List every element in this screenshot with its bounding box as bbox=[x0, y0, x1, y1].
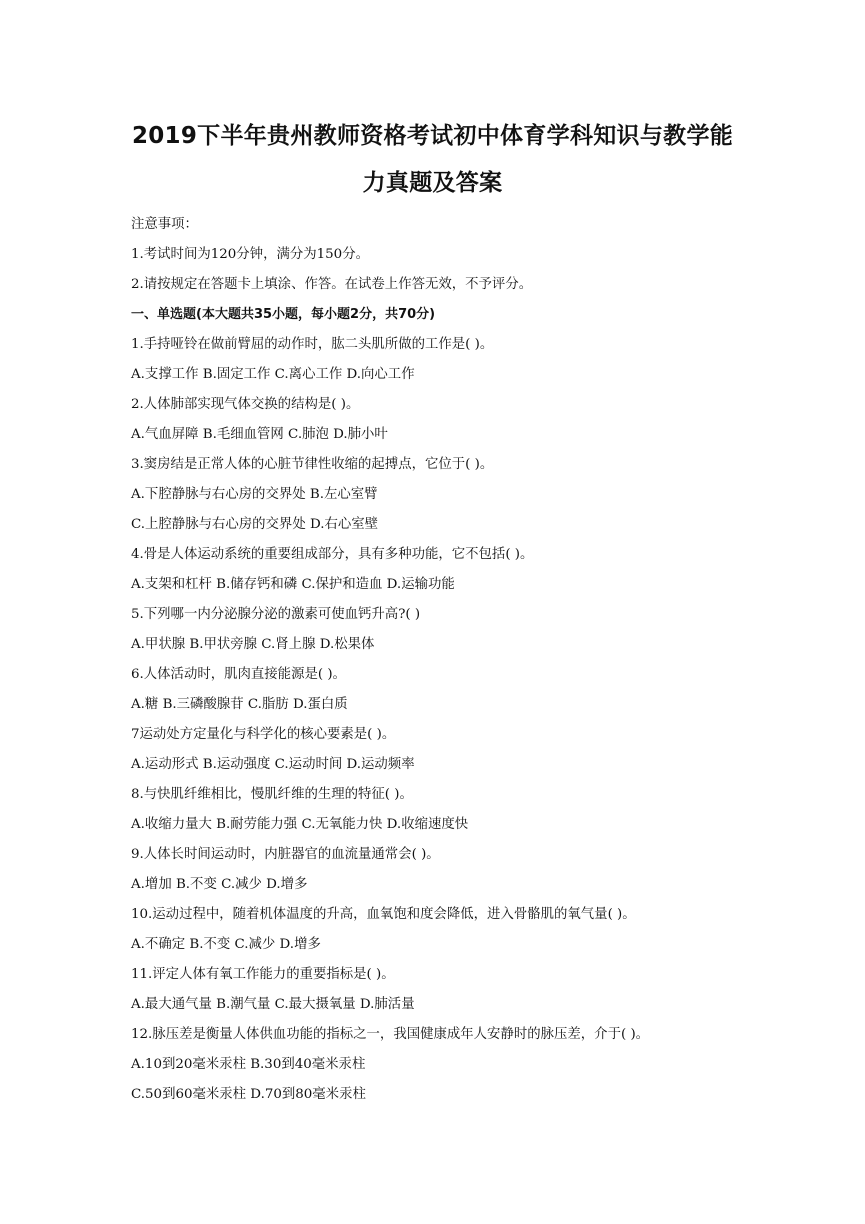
page-title-line-2: 力真题及答案 bbox=[362, 170, 503, 196]
question-options: C.上腔静脉与右心房的交界处 D.右心室壁 bbox=[131, 517, 379, 532]
note-item: 2.请按规定在答题卡上填涂、作答。在试卷上作答无效，不予评分。 bbox=[131, 277, 533, 292]
question-text: 11.评定人体有氧工作能力的重要指标是( )。 bbox=[131, 967, 395, 982]
question-text: 4.骨是人体运动系统的重要组成部分，具有多种功能，它不包括( )。 bbox=[131, 547, 534, 562]
question-options: A.甲状腺 B.甲状旁腺 C.肾上腺 D.松果体 bbox=[131, 637, 375, 652]
question-options: A.增加 B.不变 C.减少 D.增多 bbox=[131, 877, 308, 892]
question-options: A.气血屏障 B.毛细血管网 C.肺泡 D.肺小叶 bbox=[131, 427, 388, 442]
question-text: 9.人体长时间运动时，内脏器官的血流量通常会( )。 bbox=[131, 847, 440, 862]
question-options: A.支撑工作 B.固定工作 C.离心工作 D.向心工作 bbox=[131, 367, 415, 382]
question-options: A.10到20毫米汞柱 B.30到40毫米汞柱 bbox=[131, 1057, 366, 1072]
section-heading: 一、单选题(本大题共35小题，每小题2分，共70分) bbox=[131, 307, 436, 322]
question-options: A.支架和杠杆 B.储存钙和磷 C.保护和造血 D.运输功能 bbox=[131, 577, 455, 592]
question-text: 10.运动过程中，随着机体温度的升高，血氧饱和度会降低，进入骨骼肌的氧气量( )。 bbox=[131, 907, 636, 922]
question-options: A.运动形式 B.运动强度 C.运动时间 D.运动频率 bbox=[131, 757, 415, 772]
question-options: A.糖 B.三磷酸腺苷 C.脂肪 D.蛋白质 bbox=[131, 697, 348, 712]
question-options: C.50到60毫米汞柱 D.70到80毫米汞柱 bbox=[131, 1087, 366, 1102]
exam-content bbox=[131, 210, 751, 1110]
question-options: A.收缩力量大 B.耐劳能力强 C.无氧能力快 D.收缩速度快 bbox=[131, 817, 469, 832]
question-options: A.不确定 B.不变 C.减少 D.增多 bbox=[131, 937, 321, 952]
question-text: 5.下列哪一内分泌腺分泌的激素可使血钙升高?( ) bbox=[131, 607, 421, 622]
question-options: A.最大通气量 B.潮气量 C.最大摄氧量 D.肺活量 bbox=[131, 997, 415, 1012]
question-text: 3.窦房结是正常人体的心脏节律性收缩的起搏点，它位于( )。 bbox=[131, 457, 494, 472]
question-text: 1.手持哑铃在做前臂屈的动作时，肱二头肌所做的工作是( )。 bbox=[131, 337, 494, 352]
page-title-line-1: 2019下半年贵州教师资格考试初中体育学科知识与教学能 bbox=[131, 123, 734, 149]
question-text: 2.人体肺部实现气体交换的结构是( )。 bbox=[131, 397, 360, 412]
question-options: A.下腔静脉与右心房的交界处 B.左心室臂 bbox=[131, 487, 378, 502]
question-text: 6.人体活动时，肌肉直接能源是( )。 bbox=[131, 667, 346, 682]
question-text: 12.脉压差是衡量人体供血功能的指标之一，我国健康成年人安静时的脉压差，介于( )。 bbox=[131, 1027, 650, 1042]
question-text: 7运动处方定量化与科学化的核心要素是( )。 bbox=[131, 727, 396, 742]
question-text: 8.与快肌纤维相比，慢肌纤维的生理的特征( )。 bbox=[131, 787, 413, 802]
note-item: 1.考试时间为120分钟，满分为150分。 bbox=[131, 247, 369, 262]
notes-header: 注意事项： bbox=[131, 217, 198, 232]
